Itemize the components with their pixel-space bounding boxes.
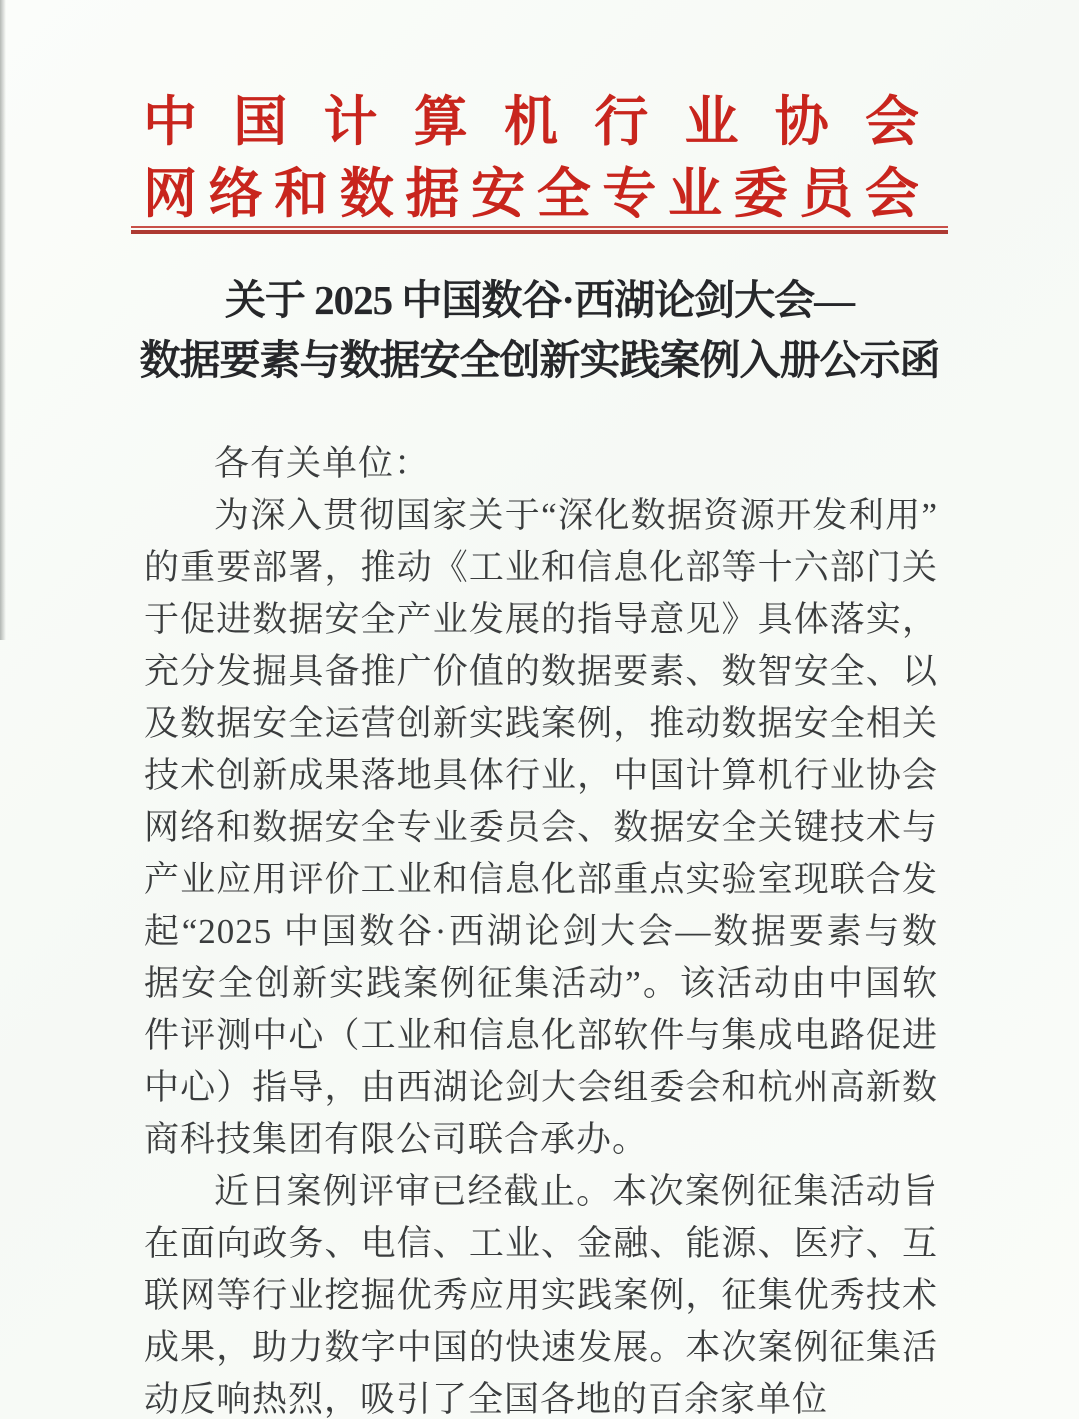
document-title-line-1: 关于 2025 中国数谷·西湖论剑大会— xyxy=(224,277,855,323)
document-body xyxy=(144,438,938,1419)
document-title xyxy=(70,270,1009,390)
letterhead-line-2: 网 络 和 数 据 安 全 专 业 委 员 会 xyxy=(143,163,919,224)
letterhead-line-1: 中 国 计 算 机 行 业 协 会 xyxy=(143,92,919,152)
red-divider-rule xyxy=(131,226,948,234)
letterhead xyxy=(143,94,919,222)
salutation: 各有关单位： xyxy=(214,444,431,483)
paragraph-2: 近日案例评审已经截止。本次案例征集活动旨在面向政务、电信、工业、金融、能源、医疗、互联网等行业挖掘优秀应用实践案例，征集优秀技术成果，助力数字中国的快速发展。本次案例征集活动反响热烈，吸引了全国各地的百余家单位 xyxy=(144,1172,938,1419)
scan-edge-shadow xyxy=(0,0,6,640)
red-divider-thick-line xyxy=(131,230,948,234)
paragraph-1: 为深入贯彻国家关于“深化数据资源开发利用”的重要部署，推动《工业和信息化部等十六部门关于促进数据安全产业发展的指导意见》具体落实，充分发掘具备推广价值的数据要素、数智安全、以及数据安全运营创新实践案例，推动数据安全相关技术创新成果落地具体行业，中国计算机行业协会网络和数据安全专业委员会、数据安全关键技术与产业应用评价工业和信息化部重点实验室现联合发起“2025 中国数谷·西湖论剑大会—数据要素与数据安全创新实践案例征集活动”。该活动由中国软件评测中心（工业和信息化部软件与集成电路促进中心）指导，由西湖论剑大会组委会和杭州高新数商科技集团有限公司联合承办。 xyxy=(144,496,938,1159)
document-title-line-2: 数据要素与数据安全创新实践案例入册公示函 xyxy=(139,337,940,383)
